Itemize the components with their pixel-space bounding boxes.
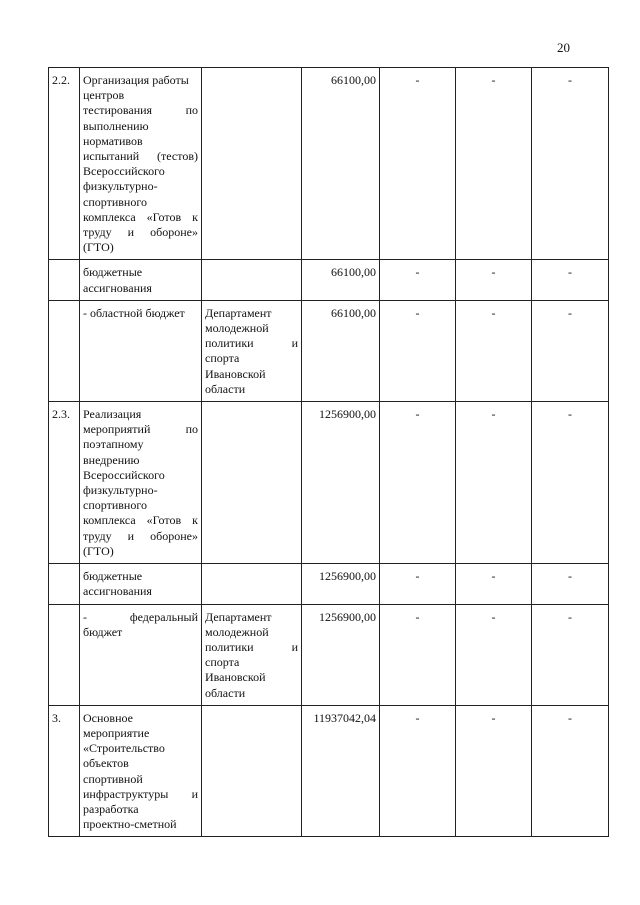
activity-name-line: физкультурно- (83, 483, 158, 498)
row-number: 2.2. (52, 73, 70, 87)
responsible-line: области (205, 685, 246, 700)
row-number-cell (49, 68, 80, 260)
amount-cell (302, 705, 380, 837)
year-value-cell (380, 604, 456, 705)
responsible-line: Ивановской (205, 366, 266, 381)
activity-name-line: физкультурно- (83, 179, 158, 194)
activity-name-line: выполнению (83, 118, 149, 133)
responsible-cell (202, 402, 302, 564)
responsible-cell (202, 300, 302, 401)
activity-name-line: «Строительство (83, 741, 165, 756)
activity-name-line: ассигнования (83, 280, 152, 295)
table-row (49, 705, 609, 837)
table-row (49, 564, 609, 604)
year-value: - (415, 710, 420, 725)
activity-name-line: бюджетные (83, 569, 143, 584)
year-value: - (568, 569, 572, 584)
table-row (49, 604, 609, 705)
responsible-line: молодежной (205, 624, 269, 639)
activity-name-line: Реализация (83, 407, 142, 422)
responsible-line: Департамент (205, 609, 272, 624)
year-value-cell (456, 68, 532, 260)
year-value-cell (532, 705, 609, 837)
activity-name-line: нормативов (83, 133, 143, 148)
year-value-cell (532, 300, 609, 401)
year-value: - (491, 407, 496, 422)
row-number-cell (49, 402, 80, 564)
budget-table-container (48, 67, 609, 837)
responsible-line: области (205, 381, 246, 396)
activity-name-line: объектов (83, 756, 129, 771)
activity-name-line: - областной бюджет (83, 305, 185, 320)
year-value-cell (456, 402, 532, 564)
year-value-cell (380, 564, 456, 604)
responsible-line: Департамент (205, 305, 272, 320)
activity-name-line: разработка (83, 801, 139, 816)
activity-name-cell (80, 300, 202, 401)
row-number-cell (49, 564, 80, 604)
activity-name-line: испытаний (тестов) (83, 149, 198, 164)
activity-name-line: поэтапному (83, 437, 144, 452)
row-number-cell (49, 705, 80, 837)
activity-name-line: труду и обороне» (83, 225, 198, 240)
activity-name-line: бюджетные (83, 265, 143, 280)
year-value-cell (380, 260, 456, 300)
activity-name-line: Всероссийского (83, 467, 165, 482)
activity-name-line: центров (83, 88, 125, 103)
year-value: - (568, 407, 572, 422)
year-value-cell (456, 604, 532, 705)
budget-table (48, 67, 609, 837)
responsible-cell (202, 564, 302, 604)
year-value: - (568, 305, 572, 320)
activity-name-line: Организация работы (83, 73, 189, 87)
amount-value: 1256900,00 (319, 569, 376, 584)
responsible-line: спорта (205, 655, 240, 670)
year-value: - (415, 265, 420, 280)
amount-value: 66100,00 (331, 305, 376, 320)
amount-cell (302, 260, 380, 300)
year-value-cell (532, 604, 609, 705)
activity-name-cell (80, 705, 202, 837)
activity-name-line: мероприятие (83, 725, 150, 740)
responsible-line: политики и (205, 639, 298, 654)
activity-name-line: (ГТО) (83, 543, 114, 558)
activity-name-line: внедрению (83, 452, 140, 467)
year-value: - (415, 305, 420, 320)
activity-name-line: инфраструктуры и (83, 786, 198, 801)
year-value: - (415, 407, 420, 422)
year-value: - (415, 569, 420, 584)
year-value-cell (532, 68, 609, 260)
activity-name-cell (80, 68, 202, 260)
year-value: - (491, 710, 496, 725)
year-value-cell (380, 300, 456, 401)
activity-name-line: мероприятий по (83, 422, 198, 437)
responsible-cell (202, 68, 302, 260)
activity-name-cell (80, 402, 202, 564)
responsible-cell (202, 260, 302, 300)
responsible-cell (202, 705, 302, 837)
year-value-cell (532, 564, 609, 604)
activity-name-line: ассигнования (83, 584, 152, 599)
year-value: - (491, 73, 496, 87)
table-row (49, 402, 609, 564)
page-number: 20 (557, 40, 570, 55)
row-number-cell (49, 300, 80, 401)
table-body (49, 68, 609, 837)
activity-name-cell (80, 564, 202, 604)
year-value-cell (456, 300, 532, 401)
row-number-cell (49, 260, 80, 300)
amount-value: 66100,00 (331, 73, 376, 87)
amount-cell (302, 300, 380, 401)
activity-name-line: Всероссийского (83, 164, 165, 179)
activity-name-line: спортивного (83, 194, 147, 209)
amount-value: 1256900,00 (319, 609, 376, 624)
activity-name-line: спортивной (83, 771, 143, 786)
activity-name-cell (80, 604, 202, 705)
activity-name-cell (80, 260, 202, 300)
year-value-cell (532, 260, 609, 300)
responsible-line: спорта (205, 351, 240, 366)
amount-cell (302, 564, 380, 604)
year-value: - (415, 73, 420, 87)
responsible-line: Ивановской (205, 670, 266, 685)
responsible-cell (202, 604, 302, 705)
year-value-cell (380, 705, 456, 837)
amount-value: 11937042,04 (313, 710, 376, 725)
amount-cell (302, 604, 380, 705)
year-value-cell (456, 564, 532, 604)
year-value-cell (456, 705, 532, 837)
year-value: - (568, 265, 572, 280)
amount-cell (302, 402, 380, 564)
year-value: - (415, 609, 420, 624)
year-value: - (491, 569, 496, 584)
responsible-line: молодежной (205, 321, 269, 336)
year-value-cell (456, 260, 532, 300)
table-row (49, 300, 609, 401)
year-value: - (568, 73, 572, 87)
row-number: 3. (52, 710, 61, 725)
activity-name-line: спортивного (83, 498, 147, 513)
year-value-cell (532, 402, 609, 564)
activity-name-line: тестирования по (83, 103, 198, 118)
amount-value: 1256900,00 (319, 407, 376, 422)
year-value: - (568, 609, 572, 624)
activity-name-line: комплекса «Готов к (83, 209, 198, 224)
amount-cell (302, 68, 380, 260)
table-row (49, 260, 609, 300)
row-number: 2.3. (52, 407, 70, 422)
year-value-cell (380, 68, 456, 260)
row-number-cell (49, 604, 80, 705)
table-row (49, 68, 609, 260)
year-value: - (491, 305, 496, 320)
responsible-line: политики и (205, 336, 298, 351)
activity-name-line: - федеральный (83, 609, 198, 624)
year-value: - (491, 609, 496, 624)
amount-value: 66100,00 (331, 265, 376, 280)
activity-name-line: проектно-сметной (83, 817, 177, 832)
activity-name-line: Основное (83, 710, 133, 725)
activity-name-line: бюджет (83, 624, 123, 639)
activity-name-line: комплекса «Готов к (83, 513, 198, 528)
year-value: - (491, 265, 496, 280)
activity-name-line: труду и обороне» (83, 528, 198, 543)
activity-name-line: (ГТО) (83, 240, 114, 255)
year-value-cell (380, 402, 456, 564)
year-value: - (568, 710, 572, 725)
